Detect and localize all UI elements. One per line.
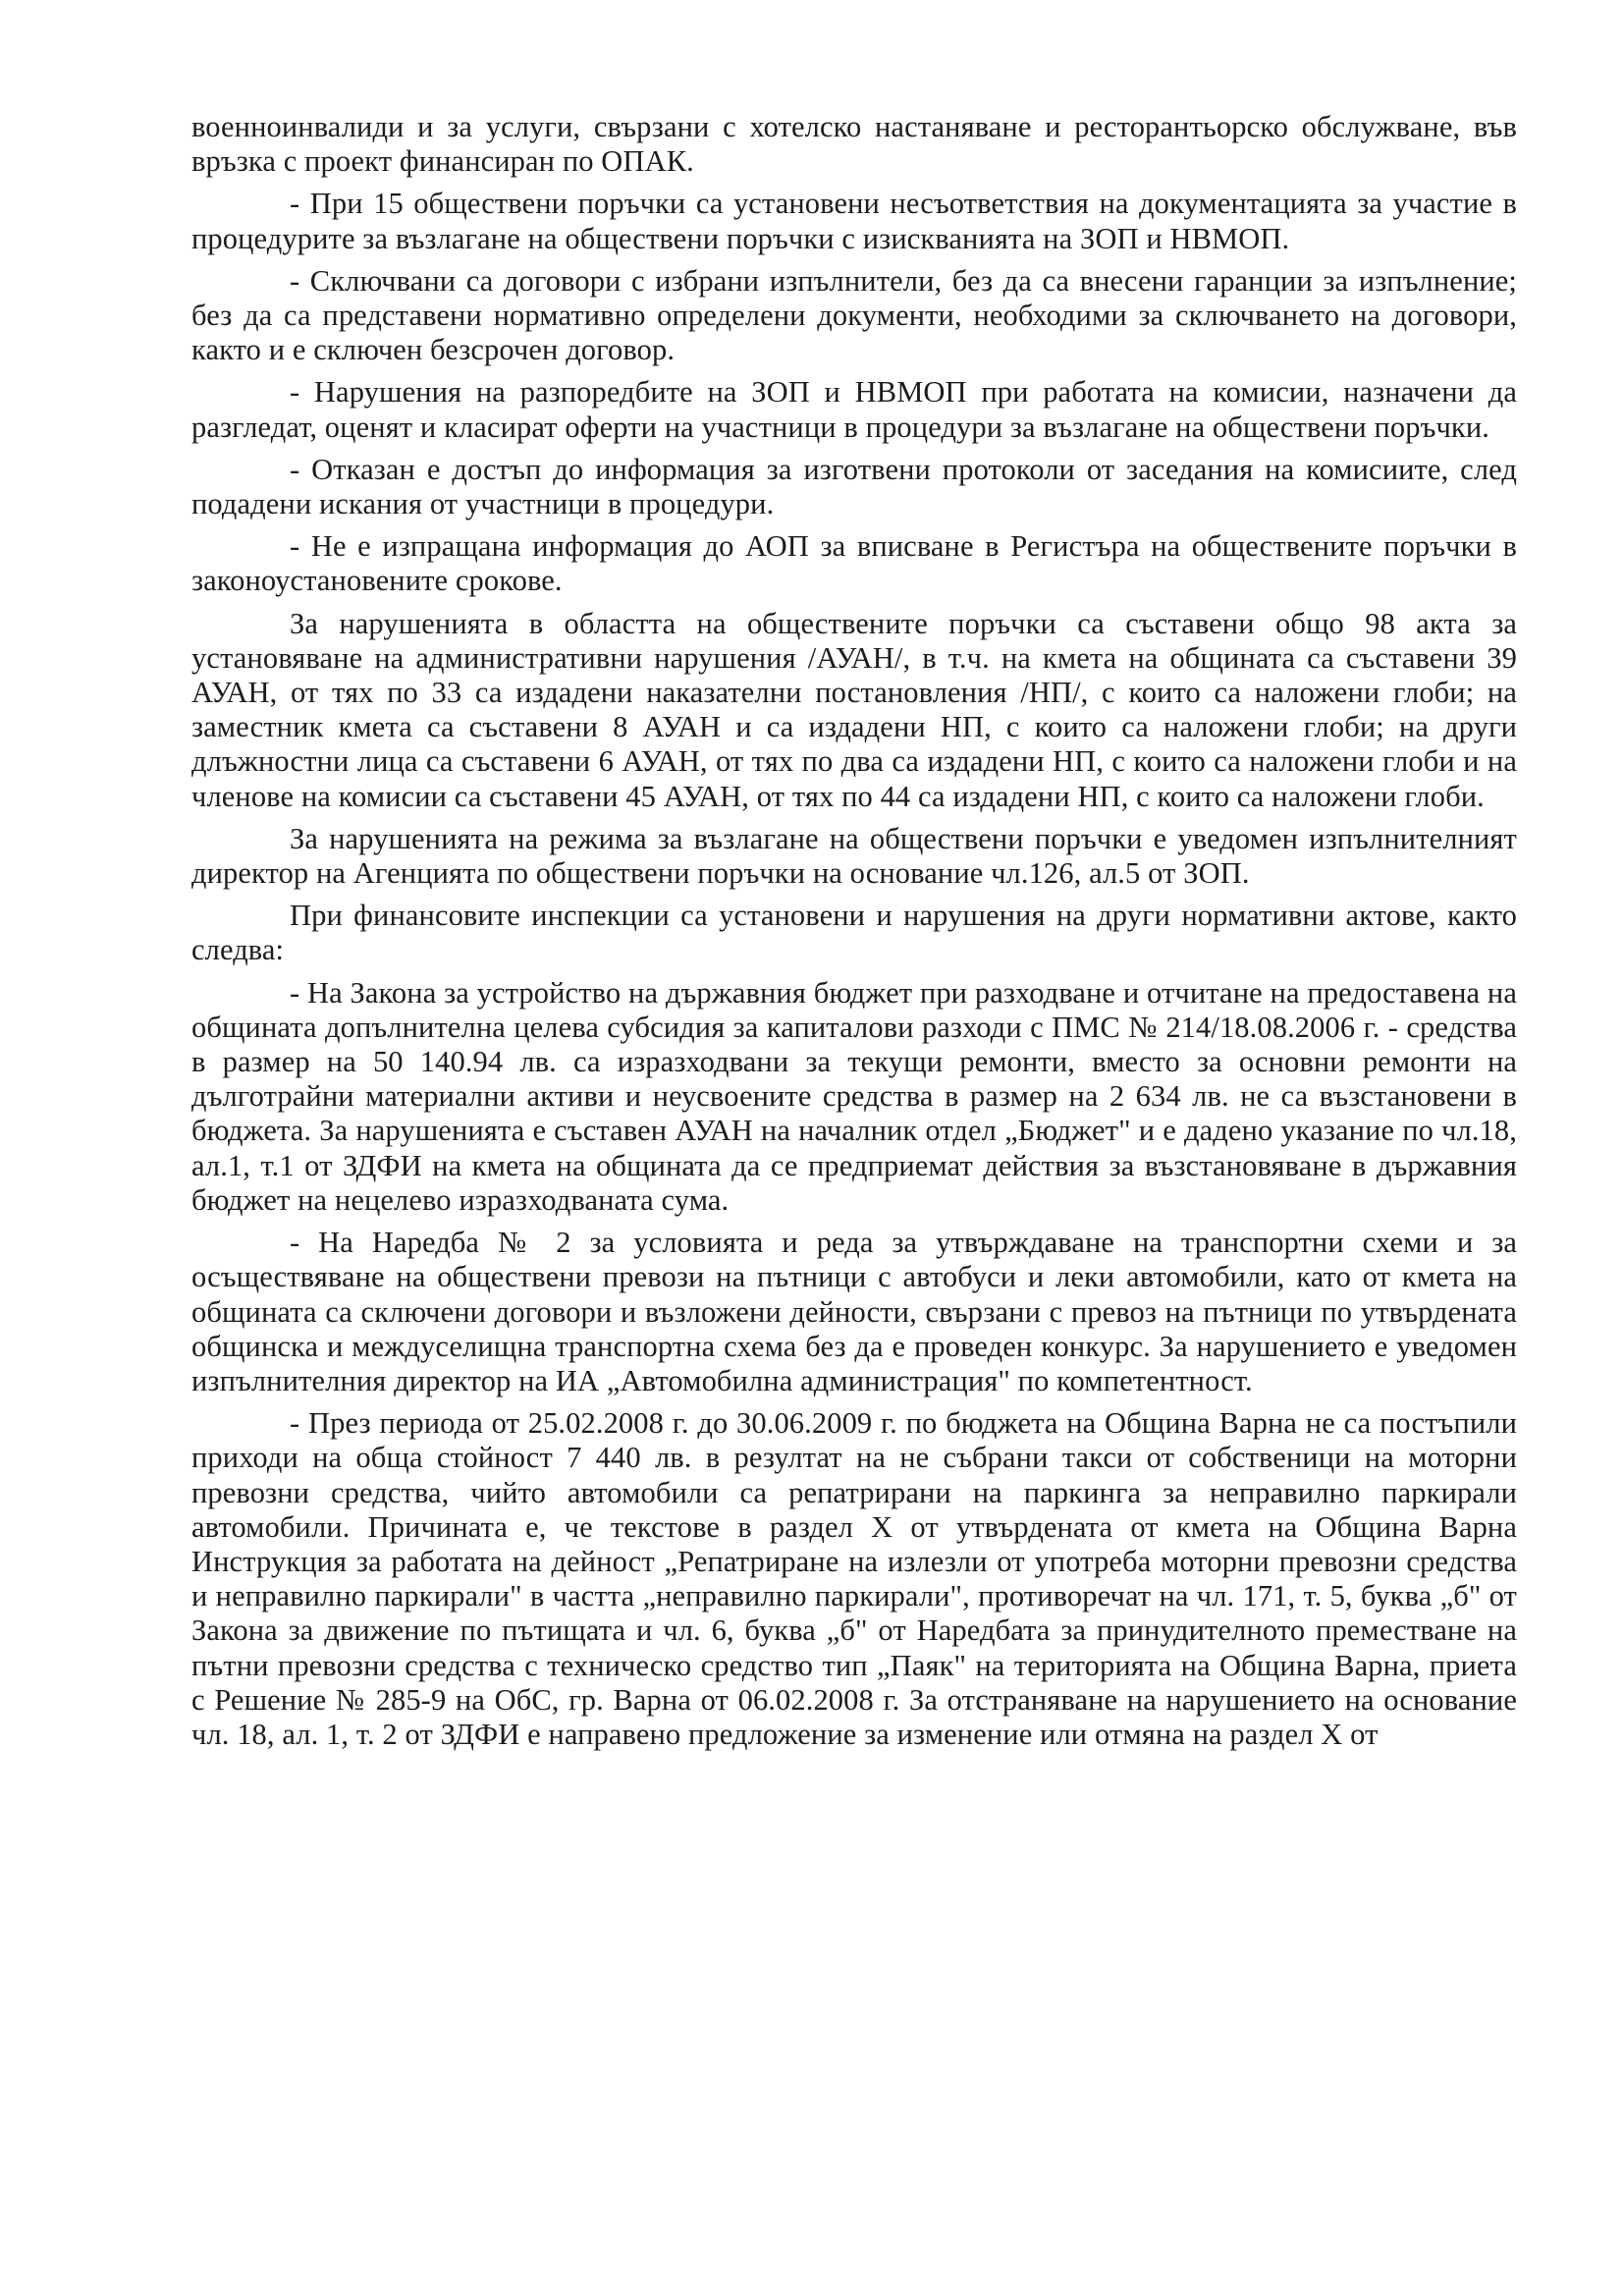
paragraph-4: - Нарушения на разпоредбите на ЗОП и НВМОП при работата на комисии, назначени да разгледат, оценят и класират оферти на участници в процедури за възлагане на обществени поръчки. [191,375,1517,444]
paragraph-9: При финансовите инспекции са установени и нарушения на други нормативни актове, както следва: [191,899,1517,967]
paragraph-2: - При 15 обществени поръчки са установени несъответствия на документацията за участие в процедурите за възлагане на обществени поръчки с изискванията на ЗОП и НВМОП. [191,187,1517,255]
paragraph-5: - Отказан е достъп до информация за изготвени протоколи от заседания на комисиите, след подадени искания от участници в процедури. [191,452,1517,521]
paragraph-12: - През периода от 25.02.2008 г. до 30.06.2009 г. по бюджета на Община Варна не са постъпили приходи на обща стойност 7 440 лв. в резултат на не събрани такси от собственици на моторни превозни средства, чийто автомобили са репатрирани на паркинга за неправилно паркирали автомобили. Причината е, че текстове в раздел X от утвърдената от кмета на Община Варна Инструкция за работата на дейност „Репатриране на излезли от употреба моторни превозни средства и неправилно паркирали" в частта „неправилно паркирали", противоречат на чл. 171, т. 5, буква „б" от Закона за движение по пътищата и чл. 6, буква „б" от Наредбата за принудителното преместване на пътни превозни средства с техническо средство тип „Паяк" на територията на Община Варна, приета с Решение № 285-9 на ОбС, гр. Варна от 06.02.2008 г. За отстраняване на нарушението на основание чл. 18, ал. 1, т. 2 от ЗДФИ е направено предложение за изменение или отмяна на раздел X от [191,1406,1517,1751]
paragraph-8: За нарушенията на режима за възлагане на обществени поръчки е уведомен изпълнителният директор на Агенцията по обществени поръчки на основание чл.126, ал.5 от ЗОП. [191,821,1517,891]
document-page [191,110,1517,1760]
paragraph-10: - На Закона за устройство на държавния бюджет при разходване и отчитане на предоставена на общината допълнителна целева субсидия за капиталови разходи с ПМС № 214/18.08.2006 г. - средства в размер на 50 140.94 лв. са изразходвани за текущи ремонти, вместо за основни ремонти на дълготрайни материални активи и неусвоените средства в размер на 2 634 лв. не са възстановени в бюджета. За нарушенията е съставен АУАН на началник отдел „Бюджет" и е дадено указание по чл.18, ал.1, т.1 от ЗДФИ на кмета на общината да се предприемат действия за възстановяване в държавния бюджет на нецелево изразходваната сума. [191,975,1517,1217]
paragraph-3: - Сключвани са договори с избрани изпълнители, без да са внесени гаранции за изпълнение; без да са представени нормативно определени документи, необходими за сключването на договори, както и е сключен безсрочен договор. [191,263,1517,367]
paragraph-7: За нарушенията в областта на обществените поръчки са съставени общо 98 акта за установяване на административни нарушения /АУАН/, в т.ч. на кмета на общината са съставени 39 АУАН, от тях по 33 са издадени наказателни постановления /НП/, с които са наложени глоби; на заместник кмета са съставени 8 АУАН и са издадени НП, с които са наложени глоби; на други длъжностни лица са съставени 6 АУАН, от тях по два са издадени НП, с които са наложени глоби и на членове на комисии са съставени 45 АУАН, от тях по 44 са издадени НП, с които са наложени глоби. [191,606,1517,813]
paragraph-1: военноинвалиди и за услуги, свързани с хотелско настаняване и ресторантьорско обслужване, във връзка с проект финансиран по ОПАК. [191,110,1517,179]
paragraph-11: - На Наредба № 2 за условията и реда за утвърждаване на транспортни схеми и за осъществяване на обществени превози на пътници с автобуси и леки автомобили, като от кмета на общината са сключени договори и възложени дейности, свързани с превоз на пътници по утвърдената общинска и междуселищна транспортна схема без да е проведен конкурс. За нарушението е уведомен изпълнителния директор на ИА „Автомобилна администрация" по компетентност. [191,1226,1517,1397]
paragraph-6: - Не е изпращана информация до АОП за вписване в Регистъра на обществените поръчки в законоустановените срокове. [191,529,1517,598]
